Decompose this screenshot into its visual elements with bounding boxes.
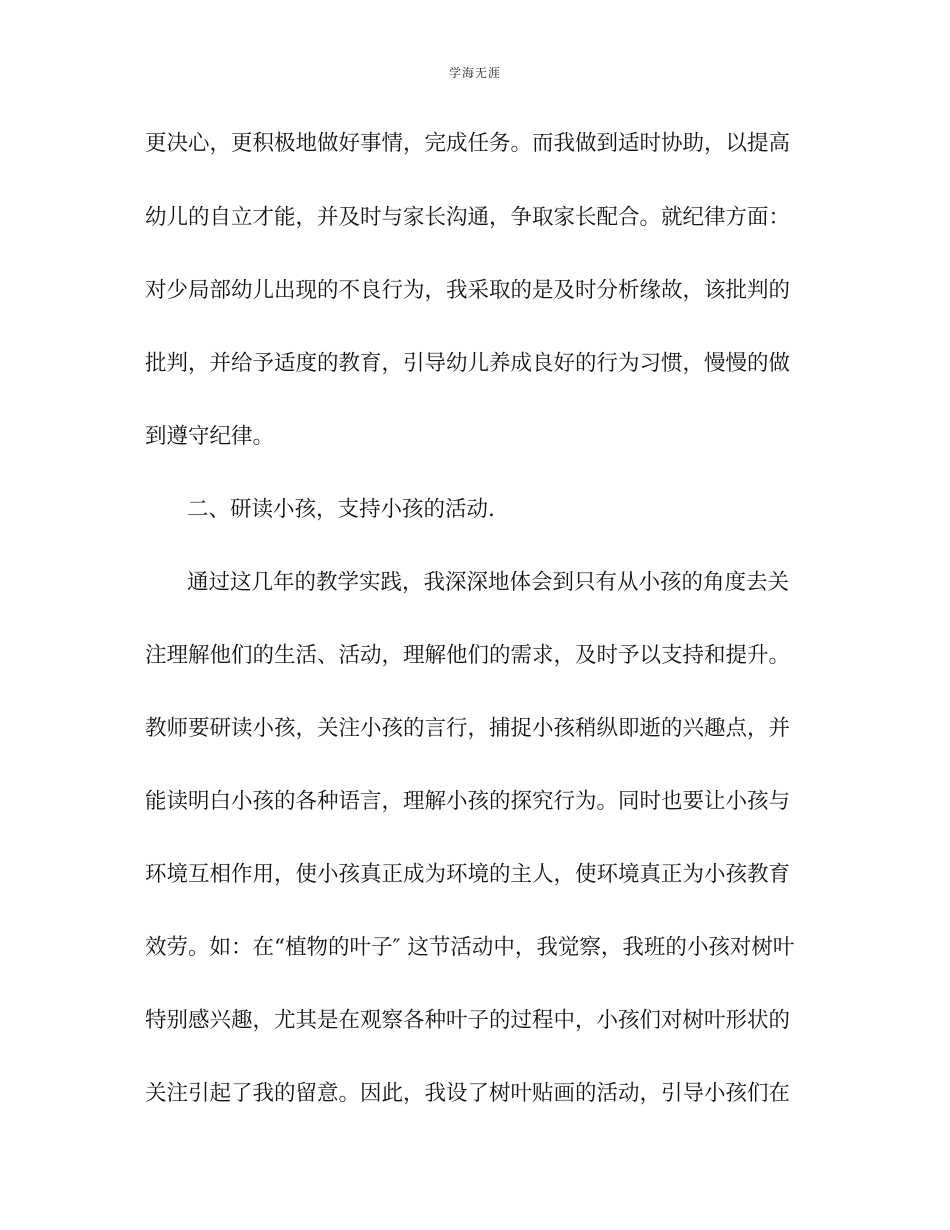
paragraph-line: 关注引起了我的留意。因此，我设了树叶贴画的活动，引导小孩们在 [145, 1081, 791, 1106]
paragraph-line: 效劳。如：在“植物的叶子″ 这节活动中，我觉察，我班的小孩对树叶 [145, 935, 795, 960]
paragraph-line: 通过这几年的教学实践，我深深地体会到只有从小孩的角度去关 [187, 570, 790, 595]
page-header: 学海无涯 [448, 66, 501, 80]
paragraph-line: 能读明白小孩的各种语言，理解小孩的探究行为。同时也要让小孩与 [145, 789, 791, 814]
paragraph-line: 环境互相作用，使小孩真正成为环境的主人，使环境真正为小孩教育 [145, 862, 791, 887]
paragraph-line: 批判，并给予适度的教育，引导幼儿养成良好的行为习惯，慢慢的做 [145, 351, 791, 376]
paragraph-line: 注理解他们的生活、活动，理解他们的需求，及时予以支持和提升。 [145, 643, 791, 668]
section-heading: 二、研读小孩，支持小孩的活动. [187, 497, 495, 522]
paragraph-line: 幼儿的自立才能，并及时与家长沟通，争取家长配合。就纪律方面： [145, 205, 791, 230]
paragraph-line: 教师要研读小孩，关注小孩的言行，捕捉小孩稍纵即逝的兴趣点，并 [145, 716, 791, 741]
paragraph-line: 特别感兴趣，尤其是在观察各种叶子的过程中，小孩们对树叶形状的 [145, 1008, 791, 1033]
paragraph-line: 对少局部幼儿出现的不良行为，我采取的是及时分析缘故，该批判的 [145, 278, 791, 303]
paragraph-line: 更决心，更积极地做好事情，完成任务。而我做到适时协助，以提高 [145, 131, 791, 156]
paragraph-line: 到遵守纪律。 [145, 424, 275, 449]
